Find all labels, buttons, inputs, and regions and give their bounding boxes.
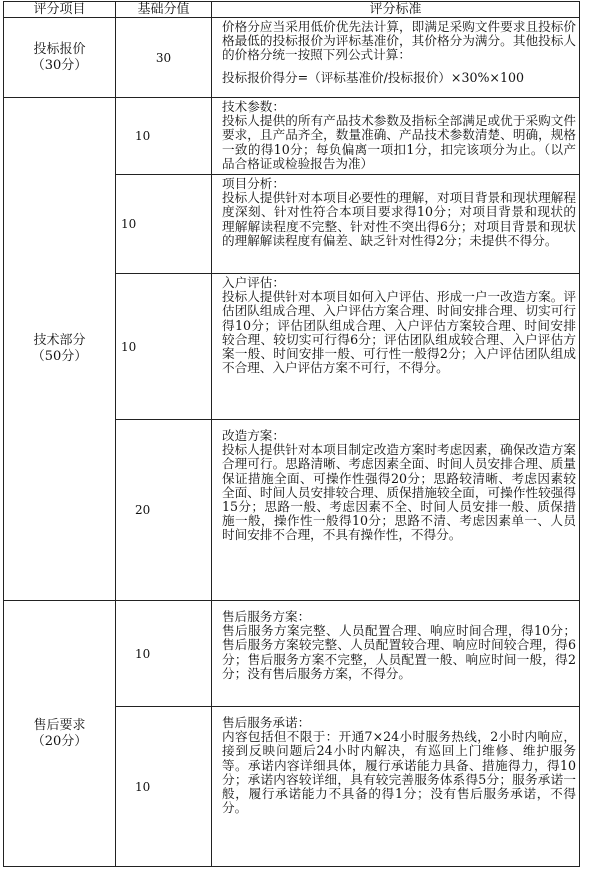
tech-item-points: （50分）: [31, 349, 88, 364]
tech-plan-score: 20: [116, 420, 212, 601]
header-row: [4, 2, 580, 18]
scoring-table: [3, 1, 580, 867]
tech-analysis-criteria: [212, 175, 580, 274]
after-plan-text: 售后服务方案完整、人员配置合理、响应时间合理，得10分；售后服务方案较完整、人员配置较合理、响应时间较合理，得6分；售后服务方案不完整，人员配置一般、响应时间一般，得2分；没有售后服务方案，不得分。: [222, 623, 576, 681]
tech-plan-text: 投标人提供针对本项目制定改造方案时考虑因素，确保改造方案合理可行。思路清晰、考虑因素全面、时间人员安排合理、质量保证措施全面、可操作性强得20分；思路较清晰、考虑因素较全面、时间人员安排较合理、质保措施较全面，可操作性较强得15分；思路一般、考虑因素不全、时间人员安排一般、质保措施一般，操作性一般得10分；思路不清、考虑因素单一、人员时间安排不合理，不具有操作性，不得分。: [222, 442, 576, 543]
after-commitment-score: 10: [116, 707, 212, 867]
tech-analysis-text: 投标人提供针对本项目必要性的理解，对项目背景和现状理解程度深刻、针对性符合本项目要求得10分；对项目背景和现状的理解解读程度不完整、针对性不突出得6分；对项目背景和现状的理解解读程度有偏差、缺乏针对性得2分；未提供不得分。: [222, 190, 576, 248]
tech-item-name: 技术部分: [33, 333, 86, 348]
price-formula: 投标报价得分=（评标基准价/投标报价）×30%×100: [222, 69, 525, 85]
tech-assessment-text: 投标人提供针对本项目如何入户评估、形成一户一改造方案。评估团队组成合理、入户评估方案合理、时间安排合理、切实可行得10分；评估团队组成合理、入户评估方案较合理、时间安排较合理、较切实可行得6分；评估团队组成较合理、入户评估方案一般、时间安排一般、可行性一般得2分；入户评估团队组成不合理、入户评估方案不可行，不得分。: [222, 289, 576, 376]
tech-params-text: 投标人提供的所有产品技术参数及指标全部满足或优于采购文件要求，且产品齐全，数量准确、产品技术参数清楚、明确，规格一致的得10分；每负偏离一项扣1分，扣完该项分为止。（以产品合格证或检验报告为准）: [222, 113, 576, 171]
tech-row-params: [4, 98, 580, 175]
price-base-score: 30: [116, 18, 212, 98]
price-row: [4, 18, 580, 98]
price-criteria: [212, 18, 580, 98]
tech-analysis-score: 10: [116, 175, 212, 274]
header-criteria: 评分标准: [212, 2, 580, 18]
tech-analysis-title: 项目分析：: [222, 176, 285, 191]
after-plan-score: 10: [116, 601, 212, 707]
after-commitment-title: 售后服务承诺：: [222, 715, 311, 730]
tech-item-cell: [4, 98, 116, 601]
after-commitment-text: 内容包括但不限于：开通7×24小时服务热线，2小时内响应，接到反映问题后24小时内解决，有巡回上门维修、维护服务等。承诺内容详细具体，履行承诺能力具备、措施得力，得10分；承诺内容较详细，具有较完善服务体系得5分；服务承诺一般，履行承诺能力不具备的得1分；没有售后服务承诺，不得分。: [222, 729, 576, 816]
price-item-cell: [4, 18, 116, 98]
tech-plan-title: 改造方案：: [222, 428, 285, 443]
tech-plan-criteria: [212, 420, 580, 601]
price-item-name: 投标报价: [33, 41, 86, 57]
after-item-name: 售后要求: [33, 717, 86, 733]
header-item: 评分项目: [4, 2, 116, 18]
tech-params-criteria: [212, 98, 580, 175]
price-item-points: （30分）: [31, 57, 88, 73]
after-row-plan: [4, 601, 580, 707]
after-item-cell: [4, 601, 116, 867]
after-item-points: （20分）: [31, 733, 88, 749]
after-plan-title: 售后服务方案：: [222, 609, 311, 624]
tech-assessment-criteria: [212, 274, 580, 420]
after-commitment-criteria: [212, 707, 580, 867]
tech-assessment-score: 10: [116, 274, 212, 420]
tech-params-title: 技术参数：: [222, 99, 285, 114]
after-plan-criteria: [212, 601, 580, 707]
price-criteria-text: 价格分应当采用低价优先法计算，即满足采购文件要求且投标价格最低的投标报价为评标基准价，其价格分为满分。其他投标人的价格分统一按照下列公式计算：: [222, 19, 576, 63]
tech-assessment-title: 入户评估：: [222, 275, 285, 290]
header-base-score: 基础分值: [116, 2, 212, 18]
tech-params-score: 10: [116, 98, 212, 175]
